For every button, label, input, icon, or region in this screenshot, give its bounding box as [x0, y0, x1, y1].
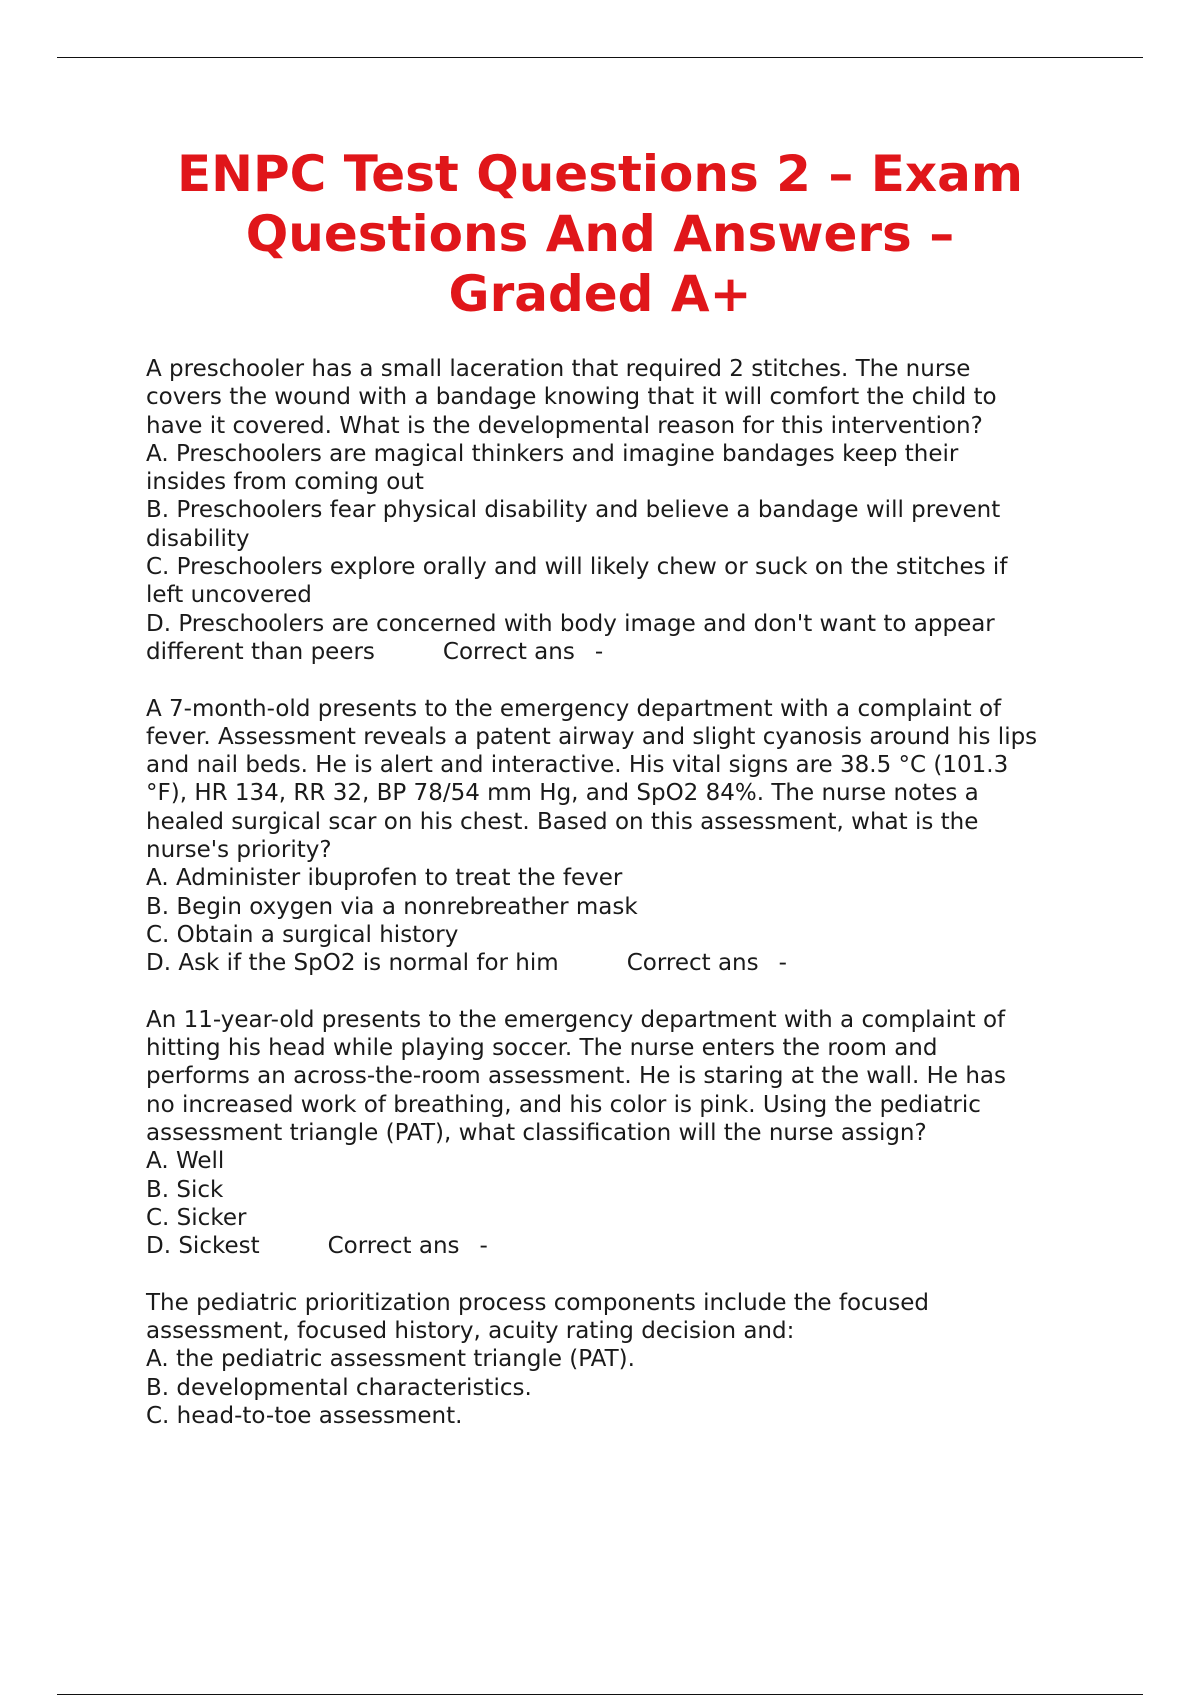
correct-answer-label: Correct ans: [626, 950, 759, 977]
question-stem-line: The pediatric prioritization process components include the focused: [146, 1289, 929, 1316]
title-line: ENPC Test Questions 2 – Exam: [177, 145, 1023, 203]
question-stem-line: and nail beds. He is alert and interactive. His vital signs are 38.5 °C (101.3: [146, 752, 1009, 779]
question-stem-line: no increased work of breathing, and his color is pink. Using the pediatric: [146, 1091, 981, 1118]
option-line: disability: [146, 525, 250, 552]
title-line: Graded A+: [448, 265, 752, 323]
question-stem-line: healed surgical scar on his chest. Based on this assessment, what is the: [146, 808, 979, 835]
option-line: A. Preschoolers are magical thinkers and imagine bandages keep their: [146, 440, 959, 467]
option-line: C. head-to-toe assessment.: [146, 1402, 463, 1429]
option-line: A. the pediatric assessment triangle (PAT).: [146, 1346, 635, 1373]
document-body: [146, 355, 1106, 1459]
option-line: insides from coming out: [146, 469, 424, 496]
option-line: D. Ask if the SpO2 is normal for him: [146, 950, 559, 977]
option-line: B. Begin oxygen via a nonrebreather mask: [146, 893, 638, 920]
question-stem-line: performs an across-the-room assessment. He is staring at the wall. He has: [146, 1063, 1007, 1090]
option-line: A. Administer ibuprofen to treat the fever: [146, 865, 623, 892]
correct-answer-value: -: [778, 950, 787, 977]
correct-answer-label: Correct ans: [327, 1233, 460, 1260]
option-line: A. Well: [146, 1148, 225, 1175]
option-line: different than peers: [146, 638, 375, 665]
correct-answer-value: -: [479, 1233, 488, 1260]
title-line: Questions And Answers –: [245, 205, 955, 263]
question-block: [146, 695, 1106, 978]
question-stem-line: covers the wound with a bandage knowing that it will comfort the child to: [146, 384, 997, 411]
question-block: [146, 1289, 1106, 1430]
option-line: left uncovered: [146, 582, 312, 609]
question-stem-line: A preschooler has a small laceration that required 2 stitches. The nurse: [146, 356, 971, 382]
correct-answer-label: Correct ans: [442, 638, 575, 665]
question-stem-line: hitting his head while playing soccer. The nurse enters the room and: [146, 1035, 938, 1062]
document-title: [100, 144, 1100, 324]
question-stem-line: assessment triangle (PAT), what classification will the nurse assign?: [146, 1120, 927, 1147]
option-line: C. Sicker: [146, 1204, 247, 1231]
question-block: [146, 355, 1106, 666]
correct-answer-value: -: [594, 638, 604, 665]
question-stem-line: An 11-year-old presents to the emergency department with a complaint of: [146, 1006, 1006, 1033]
answer-line: [146, 949, 1106, 977]
question-stem-line: assessment, focused history, acuity rating decision and:: [146, 1318, 795, 1345]
question-block: [146, 1006, 1106, 1261]
option-line: B. developmental characteristics.: [146, 1374, 532, 1401]
question-stem-line: °F), HR 134, RR 32, BP 78/54 mm Hg, and SpO2 84%. The nurse notes a: [146, 780, 979, 807]
top-rule: [57, 57, 1143, 58]
question-stem-line: fever. Assessment reveals a patent airway and slight cyanosis around his lips: [146, 723, 1038, 750]
option-line: D. Sickest: [146, 1233, 260, 1260]
answer-line: [146, 1232, 1106, 1260]
bottom-rule: [57, 1694, 1143, 1695]
option-line: D. Preschoolers are concerned with body image and don't want to appear: [146, 610, 995, 637]
answer-line: [146, 638, 1106, 666]
option-line: B. Sick: [146, 1176, 224, 1203]
question-stem-line: nurse's priority?: [146, 837, 332, 864]
question-stem-line: have it covered. What is the developmental reason for this intervention?: [146, 412, 983, 439]
option-line: C. Obtain a surgical history: [146, 921, 459, 948]
question-stem-line: A 7-month-old presents to the emergency department with a complaint of: [146, 695, 1002, 722]
option-line: B. Preschoolers fear physical disability and believe a bandage will prevent: [146, 497, 1001, 524]
option-line: C. Preschoolers explore orally and will likely chew or suck on the stitches if: [146, 554, 1008, 581]
